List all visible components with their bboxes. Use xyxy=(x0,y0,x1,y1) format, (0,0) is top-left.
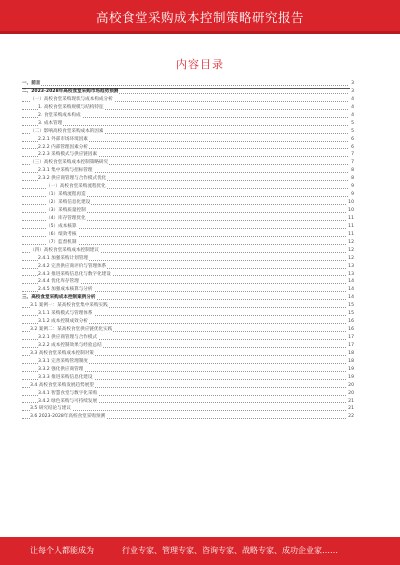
toc-entry-label: 2.3.2 供应商管理与合作模式优化 xyxy=(38,176,107,182)
toc-entry-label: 3.4.1 智慧食堂与数字化采购 xyxy=(38,390,98,396)
toc-entry-label: 3.4 高校食堂采购发展趋势展望 xyxy=(30,382,94,388)
toc-entry-label: 2.4.4 优化库存管理 xyxy=(38,279,79,285)
toc-entry[interactable] xyxy=(22,104,354,112)
toc-entry[interactable] xyxy=(22,159,354,167)
toc-entry-page: 17 xyxy=(348,335,354,340)
toc-entry-label: 3.3 高校食堂采购成本控制对策 xyxy=(30,350,94,356)
toc-dot-leader xyxy=(22,85,348,86)
header-stripe xyxy=(0,31,400,34)
toc-entry-page: 14 xyxy=(348,279,354,285)
footer-band xyxy=(0,537,400,565)
toc-entry[interactable] xyxy=(22,342,354,350)
toc-entry-page: 12 xyxy=(348,247,354,253)
toc-entry-page: 14 xyxy=(348,287,354,293)
toc-entry-label: （5）成本核算 xyxy=(46,223,77,229)
toc-entry-page: 11 xyxy=(348,223,354,229)
toc-entry[interactable] xyxy=(22,350,354,358)
toc-entry-page: 13 xyxy=(348,271,354,277)
toc-entry-label: 3.4.2 绿色采购与可持续发展 xyxy=(38,398,98,404)
toc-entry-label: 2.2.1 外部市场环境因素 xyxy=(38,136,88,142)
toc-entry-label: 2.2.2 内部管理因素分析 xyxy=(38,144,88,150)
toc-entry-page: 10 xyxy=(348,208,354,213)
toc-entry-label: （三）高校食堂采购成本控制策略研究 xyxy=(30,160,109,166)
toc-entry[interactable] xyxy=(22,175,354,183)
toc-entry-label: 3.5 研究结论与建议 xyxy=(30,406,71,412)
toc-entry-page: 5 xyxy=(351,120,354,126)
toc-entry[interactable] xyxy=(22,358,354,366)
toc-entry-page: 4 xyxy=(351,104,354,110)
toc-entry[interactable] xyxy=(22,271,354,279)
toc-entry-page: 11 xyxy=(348,215,354,221)
toc-entry-label: （7）监督机制 xyxy=(46,239,77,245)
toc-entry[interactable] xyxy=(22,405,354,413)
toc-entry-label: 一、前言 xyxy=(22,81,41,86)
toc-entry-page: 18 xyxy=(348,358,354,364)
toc-entry-label: （一）高校食堂采购流程优化 xyxy=(46,184,106,190)
toc-entry-label: （2）采购信息化建设 xyxy=(46,200,91,206)
toc-entry-page: 19 xyxy=(348,374,354,380)
toc-entry-page: 16 xyxy=(348,319,354,325)
toc-entry[interactable] xyxy=(22,263,354,271)
toc-entry-label: （二）影响高校食堂采购成本的因素 xyxy=(30,128,104,134)
toc-entry-page: 11 xyxy=(348,231,354,237)
toc-entry-label: 1. 高校食堂采购规模与结构特征 xyxy=(38,104,104,110)
toc-entry-page: 9 xyxy=(351,192,354,198)
toc-entry[interactable] xyxy=(22,128,354,136)
toc-entry-label: 3.1 案例一：某高校食堂集中采购实践 xyxy=(30,303,108,309)
toc-entry-label: 3.1.1 采购模式与管理体系 xyxy=(38,311,93,317)
toc-entry[interactable] xyxy=(22,215,354,223)
toc-entry-label: 3.2 案例二：某高校食堂供应链优化实践 xyxy=(30,327,113,333)
toc-entry-label: （一）高校食堂采购现状与成本构成分析 xyxy=(30,96,113,102)
toc-dot-leader xyxy=(22,125,348,126)
toc-entry-page: 13 xyxy=(348,263,354,269)
toc-entry-page: 18 xyxy=(348,350,354,356)
toc-entry-page: 8 xyxy=(351,168,354,174)
toc-entry[interactable] xyxy=(22,80,354,88)
header-band xyxy=(0,0,400,34)
toc-entry-page: 8 xyxy=(351,176,354,182)
toc-entry-page: 7 xyxy=(351,160,354,166)
toc-entry[interactable] xyxy=(22,96,354,104)
toc-entry-label: 2.4.5 加强成本核算与分析 xyxy=(38,287,93,293)
toc-entry-page: 17 xyxy=(348,342,354,348)
toc-entry-page: 4 xyxy=(351,96,354,102)
toc-entry[interactable] xyxy=(22,88,354,96)
toc-entry-page: 6 xyxy=(351,144,354,150)
toc-entry[interactable] xyxy=(22,191,354,199)
toc-entry-label: 2.2.3 采购模式与供应链因素 xyxy=(38,152,98,158)
toc-entry-label: 3.3.1 完善采购管理制度 xyxy=(38,358,88,364)
toc-entry-label: 3.6 2023-2028年高校食堂采购预测 xyxy=(30,414,106,420)
toc-entry-label: 3. 成本管理 xyxy=(38,120,63,126)
toc-entry-page: 21 xyxy=(348,398,354,404)
toc-entry[interactable] xyxy=(22,318,354,326)
toc-entry-page: 12 xyxy=(348,239,354,245)
toc-entry-page: 14 xyxy=(348,295,354,301)
toc-entry[interactable] xyxy=(22,144,354,152)
toc-entry[interactable] xyxy=(22,167,354,175)
footer-subtitle: 行业专家、管理专家、咨询专家、战略专家、成功企业家…… xyxy=(122,546,338,555)
toc-entry-label: 三、高校食堂采购成本控制案例分析 xyxy=(22,295,96,301)
footer-slogan: 让每个人都能成为 xyxy=(30,546,94,555)
toc-entry-label: 3.3.3 推进采购信息化建设 xyxy=(38,374,93,380)
toc-entry-label: 2.3.1 集中采购与招标管理 xyxy=(38,168,93,174)
toc-entry[interactable] xyxy=(22,207,354,215)
toc-entry[interactable] xyxy=(22,413,354,421)
toc-entry[interactable] xyxy=(22,199,354,207)
toc-entry-page: 22 xyxy=(348,414,354,420)
toc-entry-label: （3）采购质量控制 xyxy=(46,208,86,213)
toc-entry-page: 16 xyxy=(348,327,354,333)
toc-entry-page: 9 xyxy=(351,184,354,190)
toc-entry[interactable] xyxy=(22,278,354,286)
toc-entry-page: 3 xyxy=(351,88,354,94)
toc-entry-page: 19 xyxy=(348,366,354,372)
toc-entry-page: 3 xyxy=(351,81,354,86)
toc-entry-page: 4 xyxy=(351,112,354,118)
toc-entry[interactable] xyxy=(22,112,354,120)
toc-entry[interactable] xyxy=(22,231,354,239)
toc-entry-page: 6 xyxy=(351,136,354,142)
toc-entry-label: （6）绩效考核 xyxy=(46,231,77,237)
toc-entry-page: 21 xyxy=(348,406,354,412)
toc-entry[interactable] xyxy=(22,183,354,191)
toc-entry-label: 2.4.2 完善供应商评价与管理体系 xyxy=(38,263,107,269)
toc-entry[interactable] xyxy=(22,136,354,144)
toc-entry-page: 5 xyxy=(351,128,354,134)
toc-entry-page: 15 xyxy=(348,311,354,317)
toc-entry-label: 3.3.2 强化供应商管理 xyxy=(38,366,84,372)
toc-entry[interactable] xyxy=(22,382,354,390)
toc-entry-page: 20 xyxy=(348,382,354,388)
toc-heading: 内容目录 xyxy=(176,58,224,71)
toc-entry[interactable] xyxy=(22,398,354,406)
toc-entry[interactable] xyxy=(22,239,354,247)
toc-entry[interactable] xyxy=(22,310,354,318)
toc-entry[interactable] xyxy=(22,294,354,302)
toc-entry-label: 2.4.1 加强采购计划管理 xyxy=(38,255,88,261)
toc-entry-page: 15 xyxy=(348,303,354,309)
toc-entry[interactable] xyxy=(22,366,354,374)
report-title: 高校食堂采购成本控制策略研究报告 xyxy=(95,10,304,25)
toc-entry-page: 20 xyxy=(348,390,354,396)
toc-entry-label: （1）采购流程再造 xyxy=(46,192,86,198)
toc-entry-page: 10 xyxy=(348,200,354,206)
toc-entry-label: 2. 食堂采购成本构成 xyxy=(38,112,81,118)
toc-entry[interactable] xyxy=(22,151,354,159)
toc-entry[interactable] xyxy=(22,390,354,398)
toc-entry[interactable] xyxy=(22,223,354,231)
toc-entry[interactable] xyxy=(22,247,354,255)
toc-entry-label: 3.2.2 成本控制效果与经验总结 xyxy=(38,342,102,348)
toc-entry[interactable] xyxy=(22,334,354,342)
toc-entry-page: 12 xyxy=(348,255,354,261)
toc-entry[interactable] xyxy=(22,120,354,128)
toc-entry-page: 7 xyxy=(351,152,354,158)
toc-entry[interactable] xyxy=(22,302,354,310)
toc-entry-label: 3.2.1 供应商管理与合作模式 xyxy=(38,335,98,340)
toc-entry-label: 3.1.2 成本控制成效分析 xyxy=(38,319,88,325)
toc-entry-label: 二、2023-2028年高校食堂采购市场趋势预测 xyxy=(22,88,119,94)
toc-entry[interactable] xyxy=(22,255,354,263)
table-of-contents xyxy=(22,80,354,421)
toc-entry-label: （4）库存管理优化 xyxy=(46,215,86,221)
toc-entry-label: （四）高校食堂采购成本控制建议 xyxy=(30,247,99,253)
toc-entry[interactable] xyxy=(22,326,354,334)
toc-entry[interactable] xyxy=(22,286,354,294)
toc-entry[interactable] xyxy=(22,374,354,382)
toc-entry-label: 2.4.3 推进采购信息化与数字化建设 xyxy=(38,271,111,277)
